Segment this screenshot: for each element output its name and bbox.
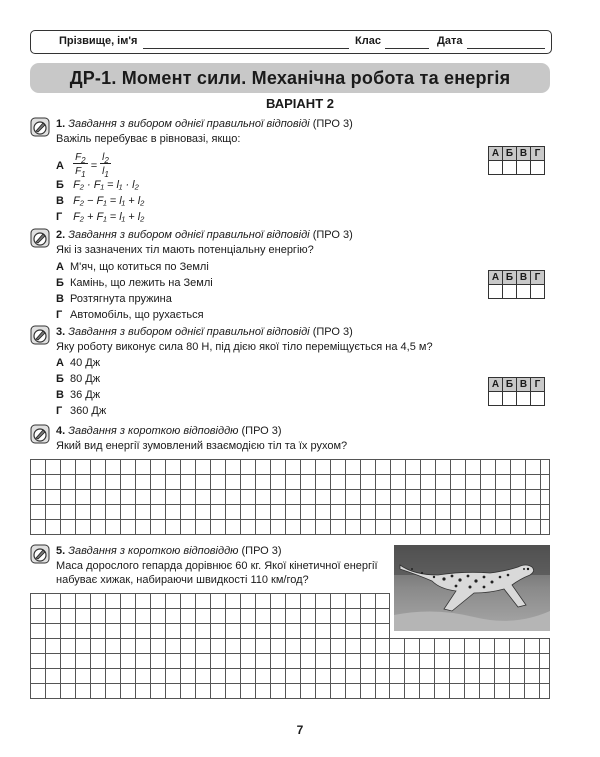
q3-title xyxy=(56,326,353,338)
q5-type: Завдання з короткою відповіддю xyxy=(68,545,239,557)
q2-option-b-letter: Б xyxy=(56,277,64,289)
q2-option-d-letter: Г xyxy=(56,309,63,321)
answer-cell[interactable] xyxy=(503,285,517,299)
q4-title xyxy=(56,425,282,437)
q4-tag: (ПРО 3) xyxy=(241,425,282,437)
q3-option-b-text: 80 Дж xyxy=(70,373,101,385)
pencil-task-icon xyxy=(30,424,50,444)
q3-option-a-letter: А xyxy=(56,357,64,369)
answer-letter: В xyxy=(517,378,531,392)
pencil-task-icon xyxy=(30,117,50,137)
answer-letter: Г xyxy=(531,378,545,392)
q2-answer-box xyxy=(488,270,545,299)
q1-option-d-letter: Г xyxy=(56,211,63,223)
q1-option-d[interactable] xyxy=(56,211,144,223)
q1-number: 1. xyxy=(56,118,66,130)
answer-letter: Б xyxy=(503,271,517,285)
q1-title xyxy=(56,118,353,130)
q1-option-b[interactable] xyxy=(56,179,139,191)
q2-option-a-letter: А xyxy=(56,261,64,273)
q1-tag: (ПРО 3) xyxy=(312,118,353,130)
student-info-box xyxy=(30,30,552,54)
q1-type: Завдання з вибором однієї правильної відповіді xyxy=(68,118,310,130)
answer-letter: Г xyxy=(531,147,545,161)
q3-option-d-letter: Г xyxy=(56,405,63,417)
page-title: ДР-1. Момент сили. Механічна робота та енергія xyxy=(69,68,511,88)
q1-option-c-letter: В xyxy=(56,195,64,207)
q4-type: Завдання з короткою відповіддю xyxy=(68,425,239,437)
answer-letter: В xyxy=(517,271,531,285)
q2-option-c-text: Розтягнута пружина xyxy=(70,293,172,305)
q3-option-d-text: 360 Дж xyxy=(70,405,107,417)
q5-tag: (ПРО 3) xyxy=(241,545,282,557)
q1-option-a-letter: А xyxy=(56,159,64,172)
q1-option-a[interactable] xyxy=(56,152,111,180)
surname-label: Прізвище, ім'я xyxy=(59,35,138,47)
answer-cell[interactable] xyxy=(503,392,517,406)
answer-letter: Г xyxy=(531,271,545,285)
q4-answer-grid[interactable] xyxy=(30,459,550,535)
answer-cell[interactable] xyxy=(531,392,545,406)
q2-title xyxy=(56,229,353,241)
q4-number: 4. xyxy=(56,425,66,437)
q2-number: 2. xyxy=(56,229,66,241)
answer-letter: Б xyxy=(503,147,517,161)
q3-tag: (ПРО 3) xyxy=(312,326,353,338)
q1-option-b-formula: F₂ · F₁ = l₁ · l₂ xyxy=(73,179,139,191)
q2-question: Які із зазначених тіл мають потенціальну енергію? xyxy=(56,244,314,256)
q2-option-a-text: М'яч, що котиться по Землі xyxy=(70,261,209,273)
pencil-task-icon xyxy=(30,544,50,564)
q1-option-a-formula: $F_2$ $F_1 = l_2$ $l_1$ xyxy=(75,152,109,179)
q2-option-b[interactable] xyxy=(56,277,213,289)
q2-option-d-text: Автомобіль, що рухається xyxy=(70,309,204,321)
variant-heading: ВАРІАНТ 2 xyxy=(266,96,334,111)
pencil-task-icon xyxy=(30,228,50,248)
q5-number: 5. xyxy=(56,545,66,557)
q1-option-d-formula: F₂ + F₁ = l₁ + l₂ xyxy=(73,211,145,223)
answer-letter: В xyxy=(517,147,531,161)
class-label: Клас xyxy=(355,35,381,47)
q5-answer-grid-left[interactable] xyxy=(30,593,390,699)
answer-cell[interactable] xyxy=(489,392,503,406)
surname-field[interactable] xyxy=(143,48,349,49)
answer-cell[interactable] xyxy=(517,161,531,175)
q3-type: Завдання з вибором однієї правильної відповіді xyxy=(68,326,310,338)
q1-option-b-letter: Б xyxy=(56,179,64,191)
cheetah-photo xyxy=(394,545,550,631)
q3-question: Яку роботу виконує сила 80 Н, під дією якої тіло переміщується на 4,5 м? xyxy=(56,341,433,353)
page-number: 7 xyxy=(296,723,304,737)
pencil-task-icon xyxy=(30,325,50,345)
q1-question: Важіль перебуває в рівновазі, якщо: xyxy=(56,133,241,145)
date-field[interactable] xyxy=(467,48,545,49)
q1-option-c-formula: F₂ − F₁ = l₁ + l₂ xyxy=(73,195,145,207)
q2-tag: (ПРО 3) xyxy=(312,229,353,241)
q2-option-c-letter: В xyxy=(56,293,64,305)
q1-option-c[interactable] xyxy=(56,195,144,207)
answer-letter: Б xyxy=(503,378,517,392)
answer-cell[interactable] xyxy=(517,285,531,299)
q5-question-line2: набуває хижак, набираючи швидкості 110 км/год? xyxy=(56,574,309,586)
answer-cell[interactable] xyxy=(503,161,517,175)
answer-cell[interactable] xyxy=(489,285,503,299)
q5-answer-grid-right[interactable] xyxy=(389,638,550,699)
q3-option-c[interactable] xyxy=(56,389,100,401)
q1-answer-box xyxy=(488,146,545,175)
date-label: Дата xyxy=(437,35,463,47)
q2-option-d[interactable] xyxy=(56,309,204,321)
q3-number: 3. xyxy=(56,326,66,338)
answer-cell[interactable] xyxy=(517,392,531,406)
q3-option-c-letter: В xyxy=(56,389,64,401)
q2-option-b-text: Камінь, що лежить на Землі xyxy=(70,277,213,289)
q2-option-a[interactable] xyxy=(56,261,209,273)
answer-cell[interactable] xyxy=(531,285,545,299)
q5-question-line1: Маса дорослого гепарда дорівнює 60 кг. Якої кінетичної енергії xyxy=(56,560,378,572)
answer-letter: А xyxy=(489,378,503,392)
q2-type: Завдання з вибором однієї правильної відповіді xyxy=(68,229,310,241)
q3-option-b-letter: Б xyxy=(56,373,64,385)
answer-cell[interactable] xyxy=(489,161,503,175)
q3-option-a-text: 40 Дж xyxy=(70,357,101,369)
q3-option-b[interactable] xyxy=(56,373,100,385)
q3-option-c-text: 36 Дж xyxy=(70,389,101,401)
answer-letter: А xyxy=(489,271,503,285)
answer-letter: А xyxy=(489,147,503,161)
q5-title xyxy=(56,545,282,557)
q3-option-a[interactable] xyxy=(56,357,100,369)
q3-option-d[interactable] xyxy=(56,405,106,417)
q4-question: Який вид енергії зумовлений взаємодією тіл та їх рухом? xyxy=(56,440,348,452)
q3-answer-box xyxy=(488,377,545,406)
q2-option-c[interactable] xyxy=(56,293,172,305)
answer-cell[interactable] xyxy=(531,161,545,175)
class-field[interactable] xyxy=(385,48,429,49)
